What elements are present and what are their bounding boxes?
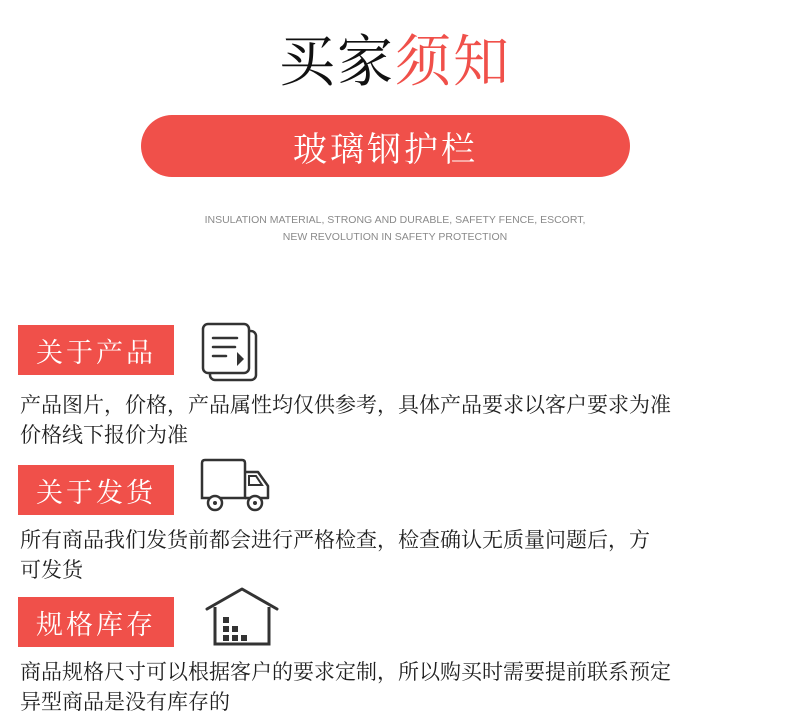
tagline-line-2: NEW REVOLUTION IN SAFETY PROTECTION: [282, 231, 508, 243]
tagline: [0, 212, 790, 246]
section-text-line: 异型商品是没有库存的: [20, 690, 230, 714]
title-part-notice: 须知: [395, 30, 511, 95]
section-text-line: 价格线下报价为准: [20, 423, 188, 447]
section-text-line: 所有商品我们发货前都会进行严格检查，检查确认无质量问题后，方: [20, 528, 650, 552]
warehouse-icon: [204, 585, 280, 647]
document-icon: [200, 322, 262, 382]
section-text-line: 产品图片，价格，产品属性均仅供参考，具体产品要求以客户要求为准: [20, 393, 671, 417]
title-part-buyer: 买家: [279, 30, 395, 95]
delivery-truck-icon: [198, 457, 272, 515]
section-text-about-product: [20, 390, 780, 450]
section-text-line: 商品规格尺寸可以根据客户的要求定制，所以购买时需要提前联系预定: [20, 660, 671, 684]
section-text-spec-stock: [20, 657, 780, 717]
section-label-about-product: 关于产品: [18, 325, 174, 375]
product-name-banner: 玻璃钢护栏: [141, 115, 630, 177]
section-text-line: 可发货: [20, 558, 83, 582]
section-text-about-shipping: [20, 525, 780, 585]
page-title: [0, 28, 790, 98]
section-label-about-shipping: 关于发货: [18, 465, 174, 515]
tagline-line-1: INSULATION MATERIAL, STRONG AND DURABLE, SAFETY FENCE, ESCORT,: [204, 214, 586, 226]
section-label-spec-stock: 规格库存: [18, 597, 174, 647]
